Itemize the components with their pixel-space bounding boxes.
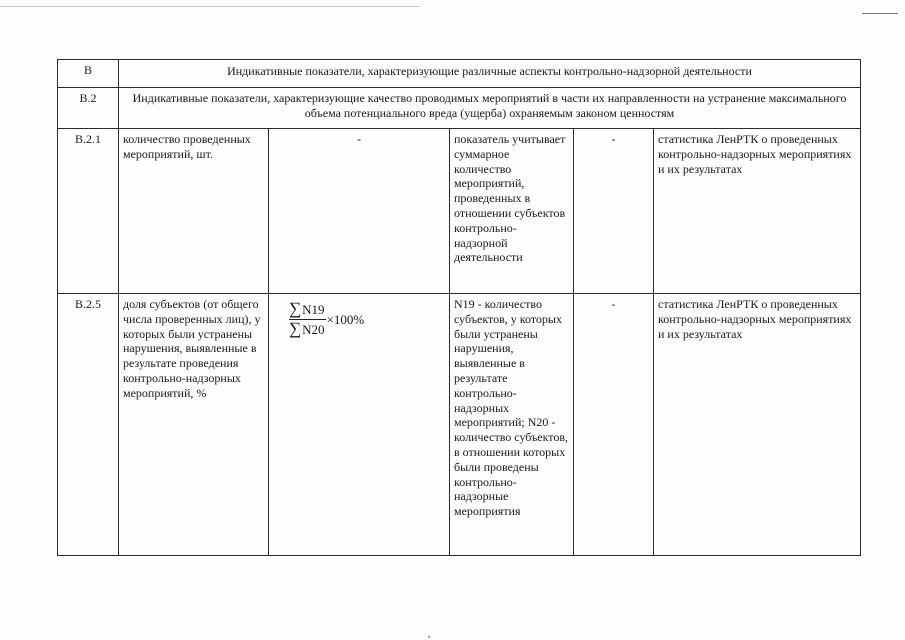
- section-title: Индикативные показатели, характеризующие различные аспекты контрольно-надзорной деятельности: [119, 60, 861, 88]
- subsection-title: Индикативные показатели, характеризующие качество проводимых мероприятий в части их направленности на устранение максимального объема потенциального вреда (ущерба) охраняемым законом ценностям: [119, 88, 861, 129]
- scan-artifact-line: [862, 13, 898, 14]
- indicator-code: В.2.1: [58, 129, 119, 294]
- sum-symbol: ∑: [289, 318, 302, 338]
- formula-expression: [289, 301, 364, 338]
- indicator-name: количество проведенных мероприятий, шт.: [119, 129, 269, 294]
- scan-artifact-dot: [428, 636, 430, 638]
- indicators-table: [57, 59, 861, 556]
- indicator-formula: -: [269, 129, 450, 294]
- indicator-col5: -: [574, 294, 654, 556]
- formula-numerator: [289, 301, 326, 320]
- indicator-col5: -: [574, 129, 654, 294]
- sum-symbol: ∑: [289, 299, 302, 318]
- indicator-description: N19 - количество субъектов, у которых были устранены нарушения, выявленные в результате контрольно-надзорных мероприятий; N20 - количество субъектов, в отношении которых были проведены контрольно-надзорные мероприятия: [450, 294, 574, 556]
- formula-denominator: [289, 320, 325, 338]
- numerator-text: N19: [302, 302, 325, 317]
- table-row: [58, 129, 861, 294]
- indicator-source: статистика ЛенРТК о проведенных контрольно-надзорных мероприятиях и их результатах: [654, 294, 861, 556]
- indicator-description: показатель учитывает суммарное количество мероприятий, проведенных в отношении субъектов контрольно-надзорной деятельности: [450, 129, 574, 294]
- subsection-code: В.2: [58, 88, 119, 129]
- denominator-text: N20: [302, 321, 325, 337]
- indicator-code: В.2.5: [58, 294, 119, 556]
- indicator-name: доля субъектов (от общего числа проверенных лиц), у которых были устранены нарушения, выявленные в результате проведения контрольно-надзорных мероприятий, %: [119, 294, 269, 556]
- subsection-row: [58, 88, 861, 129]
- table-row: [58, 294, 861, 556]
- scan-artifact-line: [0, 6, 420, 7]
- section-row: [58, 60, 861, 88]
- section-code: В: [58, 60, 119, 88]
- indicator-formula: [269, 294, 450, 556]
- formula-multiplier: ×100%: [326, 311, 365, 327]
- formula-fraction: [289, 301, 326, 338]
- indicator-source: статистика ЛенРТК о проведенных контрольно-надзорных мероприятиях и их результатах: [654, 129, 861, 294]
